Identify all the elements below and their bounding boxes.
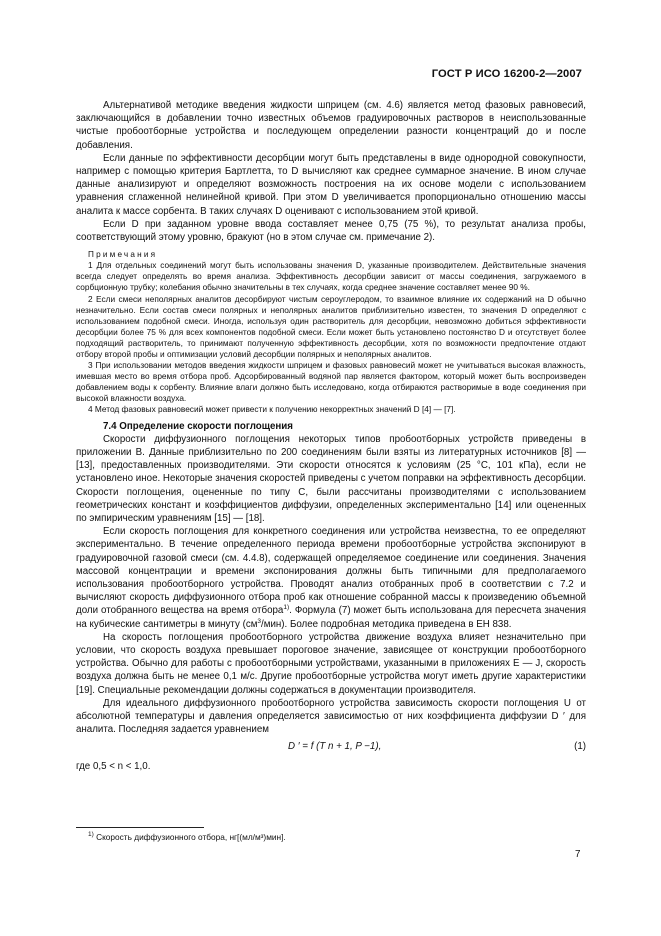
equation: D ′ = f (T n + 1, P −1), [288,741,382,753]
note-1: 1 Для отдельных соединений могут быть использованы значения D, указанные производителем. Действительные значения всегда следует определять во время анализа. Эффективность десорбции зависит от массы соединения, загружаемого в сорбционную трубку; колебания обычно значительны в тех случаях, когда среднее значение составляет менее 90 %. [76,260,586,293]
page-number: 7 [575,849,581,860]
equation-row [76,739,586,755]
footnote-reference: 1) [283,604,290,612]
paragraph-ideal-sampler: Для идеального диффузионного пробоотборного устройства зависимость скорости поглощения U от абсолютной температуры и давления определяется зависимостью от них коэффициента диффузии D ′ для аналита. Последняя задается уравнением [76,697,586,736]
equation-number: (1) [574,741,586,753]
paragraph-rejection-criterion: Если D при заданном уровне ввода составляет менее 0,75 (75 %), то результат анализа пробы, соответствующий этому уровню, бракуют (но в этом случае см. примечание 2). [76,218,586,244]
document-id-header: ГОСТ Р ИСО 16200-2—2007 [431,68,582,80]
paragraph-experimental-determination [76,525,586,631]
footnote-text: Скорость диффузионного отбора, нг[(мл/м³)мин]. [96,832,286,842]
note-3: 3 При использовании методов введения жидкости шприцем и фазовых равновесий может не учитываться высокая влажность, имевшая место во время отбора проб. Адсорбированный водяной пар является фактором, который может быть воспроизведен добавлением воды к сорбенту. Влияние влаги должно быть исследовано, когда отбираются растворимые в воде соединения при высокой влажности воздуха. [76,360,586,404]
section-heading-7-4: 7.4 Определение скорости поглощения [103,420,293,432]
paragraph-text: /мин). Более подробная методика приведена в ЕН 838. [261,618,512,630]
note-4: 4 Метод фазовых равновесий может привести к получению некорректных значений D [4] — [7]. [88,404,456,415]
paragraph-desorption-efficiency: Если данные по эффективности десорбции могут быть представлены в виде однородной совокупности, например с помощью критерия Бартлетта, то D вычисляют как среднее суммарное значение. В ином случае данные анализируют и определяют возможность построения на их основе модели с использованием уравнения сглаженной нелинейной кривой. При этом D увеличивается пропорционально отношению массы аналита к массе сорбента. В таких случаях D оценивают с использованием этой кривой. [76,152,586,217]
equation-where-clause: где 0,5 < n < 1,0. [76,761,151,773]
footnote-marker: 1) [88,831,94,839]
paragraph-text: Если скорость поглощения для конкретного соединения или устройства неизвестна, то ее определяют экспериментально. В течение определенного периода времени пробоотборные устройства экспонируют в градуировочной газовой смеси (см. 4.4.8), содержащей определяемое соединение или соединения. Значения массовой концентрации и времени экспонирования должны быть типичными для предполагаемого использования пробоотборного устройства. Проводят анализ отобранных проб в соответствии с 7.2 и вычисляют скорость диффузионного отбора проб как отношение собранной массы к произведению объемной доли отобранного вещества на время отбора [76,526,586,617]
footnote [88,832,286,842]
superscript-3: 3 [257,617,262,625]
footnote-separator [76,827,204,828]
notes-title: Примечания [88,250,158,260]
paragraph-text: . Формула (7) может быть использована для пересчета значения на кубические сантиметры в минуту (см [76,605,586,630]
paragraph-air-velocity: На скорость поглощения пробоотборного устройства движение воздуха влияет незначительно при условии, что скорость воздуха превышает пороговое значение, зависящее от конструкции пробоотборного устройства. Обычно для работы с пробоотборными устройствами, указанными в приложениях Е — J, скорость воздуха должна быть не менее 0,1 м/с. Другие пробоотборные устройства могут иметь другие характеристики [19]. Специальные рекомендации должны содержаться в документации производителя. [76,631,586,696]
paragraph-phase-equilibrium: Альтернативой методике введения жидкости шприцем (см. 4.6) является метод фазовых равновесий, заключающийся в добавлении точно известных объемов градуировочных растворов в неиспользованные чистые пробоотборные устройства и последующем определении разности концентраций до и после добавления. [76,100,586,151]
note-2: 2 Если смеси неполярных аналитов десорбируют чистым сероуглеродом, то взаимное влияние их содержаний на D обычно незначительно. Если состав смеси полярных и неполярных аналитов приблизительно известен, то значения D определяют с использованием подобной смеси. Иногда, используя один растворитель для десорбции, невозможно добиться эффективности десорбции более 75 % для всех компонентов подобной смеси. Если может быть установлено постоянство D и отсутствует более подходящий растворитель, то принимают полученную эффективность десорбции, хотя по возможности предпочтение отдают отбору второй пробы и оптимизации условий десорбции полярных и неполярных аналитов. [76,293,586,359]
paragraph-uptake-rates: Скорости диффузионного поглощения некоторых типов пробоотборных устройств приведены в приложении В. Данные приблизительно по 200 соединениям были взяты из литературных источников [8] — [13], предоставленных производителями. Эти скорости относятся к условиям (25 °С, 101 кПа), если не установлено иное. Некоторые значения скоростей приведены с учетом поправки на эффективность десорбции. Скорости поглощения, оцененные по типу С, были рассчитаны производителями с использованием геометрических констант и коэффициентов диффузии, определенных экспериментально [14] или оцененных по эмпирическим уравнениям [15] — [18]. [76,433,586,524]
page-content [76,99,586,774]
